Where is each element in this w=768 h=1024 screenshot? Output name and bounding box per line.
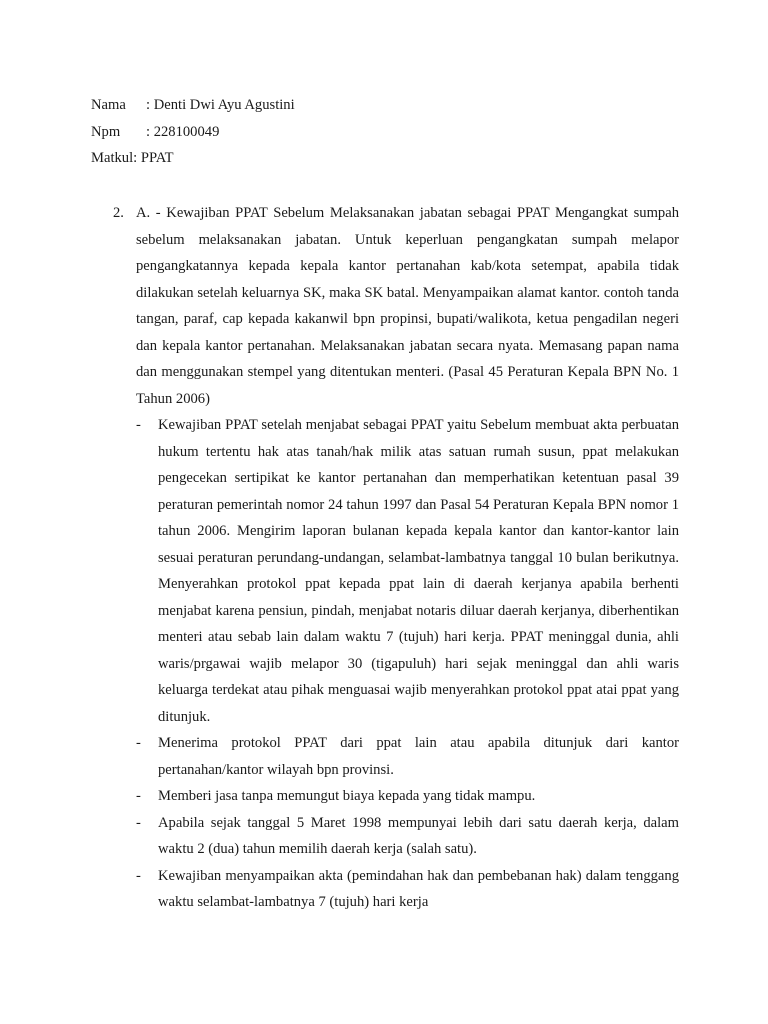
list-item-text: Kewajiban menyampaikan akta (pemindahan hak dan pembebanan hak) dalam tenggang waktu selambat-lambatnya 7 (tujuh) hari kerja: [158, 867, 679, 910]
obligations-intro-paragraph: A. - Kewajiban PPAT Sebelum Melaksanakan jabatan sebagai PPAT Mengangkat sumpah sebelum melaksanakan jabatan. Untuk keperluan pengangkatan sumpah melapor pengangkatannya kepada kepala kantor pertanahan kab/kota setempat, apabila tidak dilakukan setelah keluarnya SK, maka SK batal. Menyampaikan alamat kantor. contoh tanda tangan, paraf, cap kepada kakanwil bpn propinsi, bupati/walikota, ketua pengadilan negeri dan kepala kantor pertanahan. Melaksanakan jabatan secara nyata. Memasang papan nama dan menggunakan stempel yang ditentukan menteri. (Pasal 45 Peraturan Kepala BPN No. 1 Tahun 2006): [136, 205, 679, 407]
dash-bullet: -: [136, 867, 141, 884]
course-label: Matkul:: [91, 150, 138, 166]
dash-bullet: -: [136, 788, 141, 804]
list-item: [136, 412, 679, 730]
list-item: [136, 810, 679, 863]
list-item-text: Memberi jasa tanpa memungut biaya kepada yang tidak mampu.: [158, 788, 536, 804]
list-item: [136, 783, 679, 810]
name-label: Nama: [91, 97, 126, 113]
npm-value: : 228100049: [146, 123, 220, 140]
list-item-number: 2.: [113, 205, 124, 221]
npm-row: [91, 119, 295, 146]
course-value: PPAT: [137, 150, 174, 166]
list-item: [136, 863, 679, 916]
course-row: [91, 145, 295, 172]
name-value: : Denti Dwi Ayu Agustini: [146, 97, 295, 113]
list-item: [136, 730, 679, 783]
dash-bullet: -: [136, 735, 141, 751]
list-item-text: Kewajiban PPAT setelah menjabat sebagai PPAT yaitu Sebelum membuat akta perbuatan hukum tertentu hak atas tanah/hak milik atas satuan rumah susun, ppat melakukan pengecekan sertipikat ke kantor pertanahan dan memperhatikan ketentuan pasal 39 peraturan pemerintah nomor 24 tahun 1997 dan Pasal 54 Peraturan Kepala BPN nomor 1 tahun 2006. Mengirim laporan bulanan kepada kepala kantor dan kantor-kantor lain sesuai peraturan perundang-undangan, selambat-lambatnya tanggal 10 bulan berikutnya. Menyerahkan protokol ppat kepada ppat lain di daerah kerjanya apabila berhenti menjabat karena pensiun, pindah, menjabat notaris diluar daerah kerjanya, diberhentikan menteri atau sebab lain dalam waktu 7 (tujuh) hari kerja. PPAT meninggal dunia, ahli waris/prgawai wajib melapor 30 (tigapuluh) hari sejak meninggal dan ahli waris keluarga terdekat atau pihak menguasai wajib menyerahkan protokol ppat atai ppat yang ditunjuk.: [158, 417, 679, 725]
name-row: [91, 92, 295, 119]
dash-bullet: -: [136, 814, 141, 831]
list-item-text: Apabila sejak tanggal 5 Maret 1998 mempunyai lebih dari satu daerah kerja, dalam waktu 2 (dua) tahun memilih daerah kerja (salah satu).: [158, 814, 679, 857]
sub-item-list: [136, 412, 679, 916]
student-info: [91, 92, 295, 172]
npm-label: Npm: [91, 123, 121, 140]
dash-bullet: -: [136, 417, 141, 433]
list-item-text: Menerima protokol PPAT dari ppat lain atau apabila ditunjuk dari kantor pertanahan/kantor wilayah bpn provinsi.: [158, 735, 679, 778]
list-item-body: [136, 200, 679, 916]
